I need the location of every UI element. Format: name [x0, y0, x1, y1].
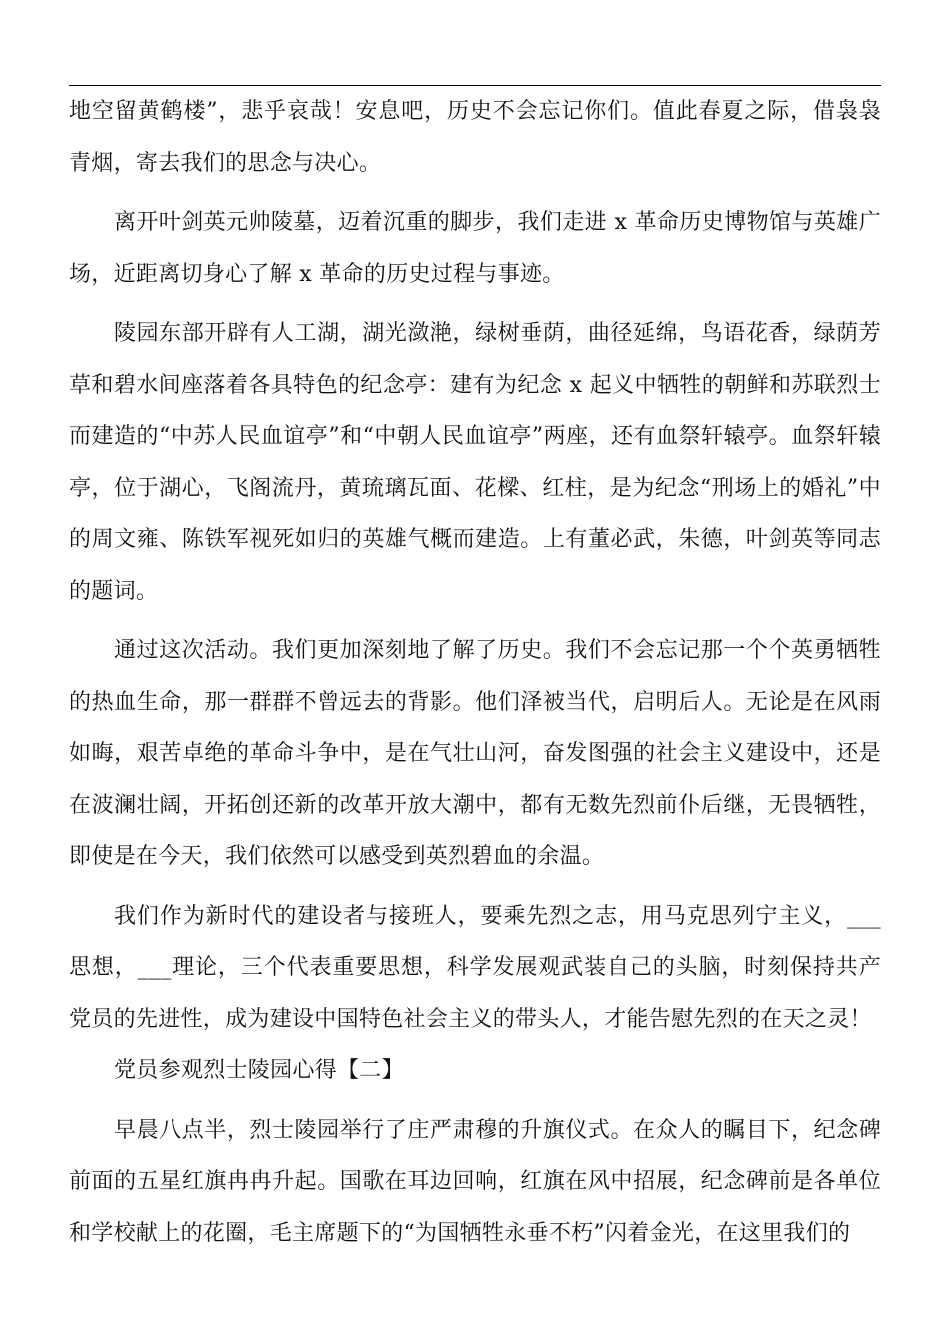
paragraph-flag-ceremony: 早晨八点半，烈士陵园举行了庄严肃穆的升旗仪式。在众人的瞩目下，纪念碑前面的五星红旗冉冉升起。国歌在耳边回响，红旗在风中招展，纪念碑前是各单位和学校献上的花圈，毛主席题下的“为国牺牲永垂不朽”闪着金光，在这里我们的 — [69, 1117, 881, 1246]
paragraph-memorial-pavilions: 陵园东部开辟有人工湖，湖光潋滟，绿树垂荫，曲径延绵，鸟语花香，绿荫芳草和碧水间座落着各具特色的纪念亭：建有为纪念 x 起义中牺牲的朝鲜和苏联烈士而建造的“中苏人民血谊亭”和“中朝人民血谊亭”两座，还有血祭轩辕亭。血祭轩辕亭，位于湖心，飞阁流丹，黄琉璃瓦面、花樑、红柱，是为纪念“刑场上的婚礼”中的周文雍、陈铁军视死如归的英雄气概而建造。上有董必武，朱德，叶剑英等同志的题词。 — [69, 321, 881, 604]
paragraph-museum-visit: 离开叶剑英元帅陵墓，迈着沉重的脚步，我们走进 x 革命历史博物馆与英雄广场，近距离切身心了解 x 革命的历史过程与事迹。 — [69, 210, 881, 287]
document-body — [69, 86, 881, 1259]
paragraph-reflection: 通过这次活动。我们更加深刻地了解了历史。我们不会忘记那一个个英勇牺牲的热血生命，那一群群不曾远去的背影。他们泽被当代，启明后人。无论是在风雨如晦，艰苦卓绝的革命斗争中，是在气壮山河，奋发图强的社会主义建设中，还是在波澜壮阔，开拓创还新的改革开放大潮中，都有无数先烈前仆后继，无畏牺牲，即使是在今天，我们依然可以感受到英烈碧血的余温。 — [69, 638, 881, 869]
paragraph-resolution: 我们作为新时代的建设者与接班人，要乘先烈之志，用马克思列宁主义，___思想，___理论，三个代表重要思想，科学发展观武装自己的头脑，时刻保持共产党员的先进性，成为建设中国特色社会主义的带头人，才能告慰先烈的在天之灵！ — [69, 903, 881, 1032]
paragraph-continuation: 地空留黄鹤楼”，悲乎哀哉！安息吧，历史不会忘记你们。值此春夏之际，借袅袅青烟，寄去我们的思念与决心。 — [69, 99, 881, 176]
section-heading: 党员参观烈士陵园心得【二】 — [114, 1058, 404, 1083]
